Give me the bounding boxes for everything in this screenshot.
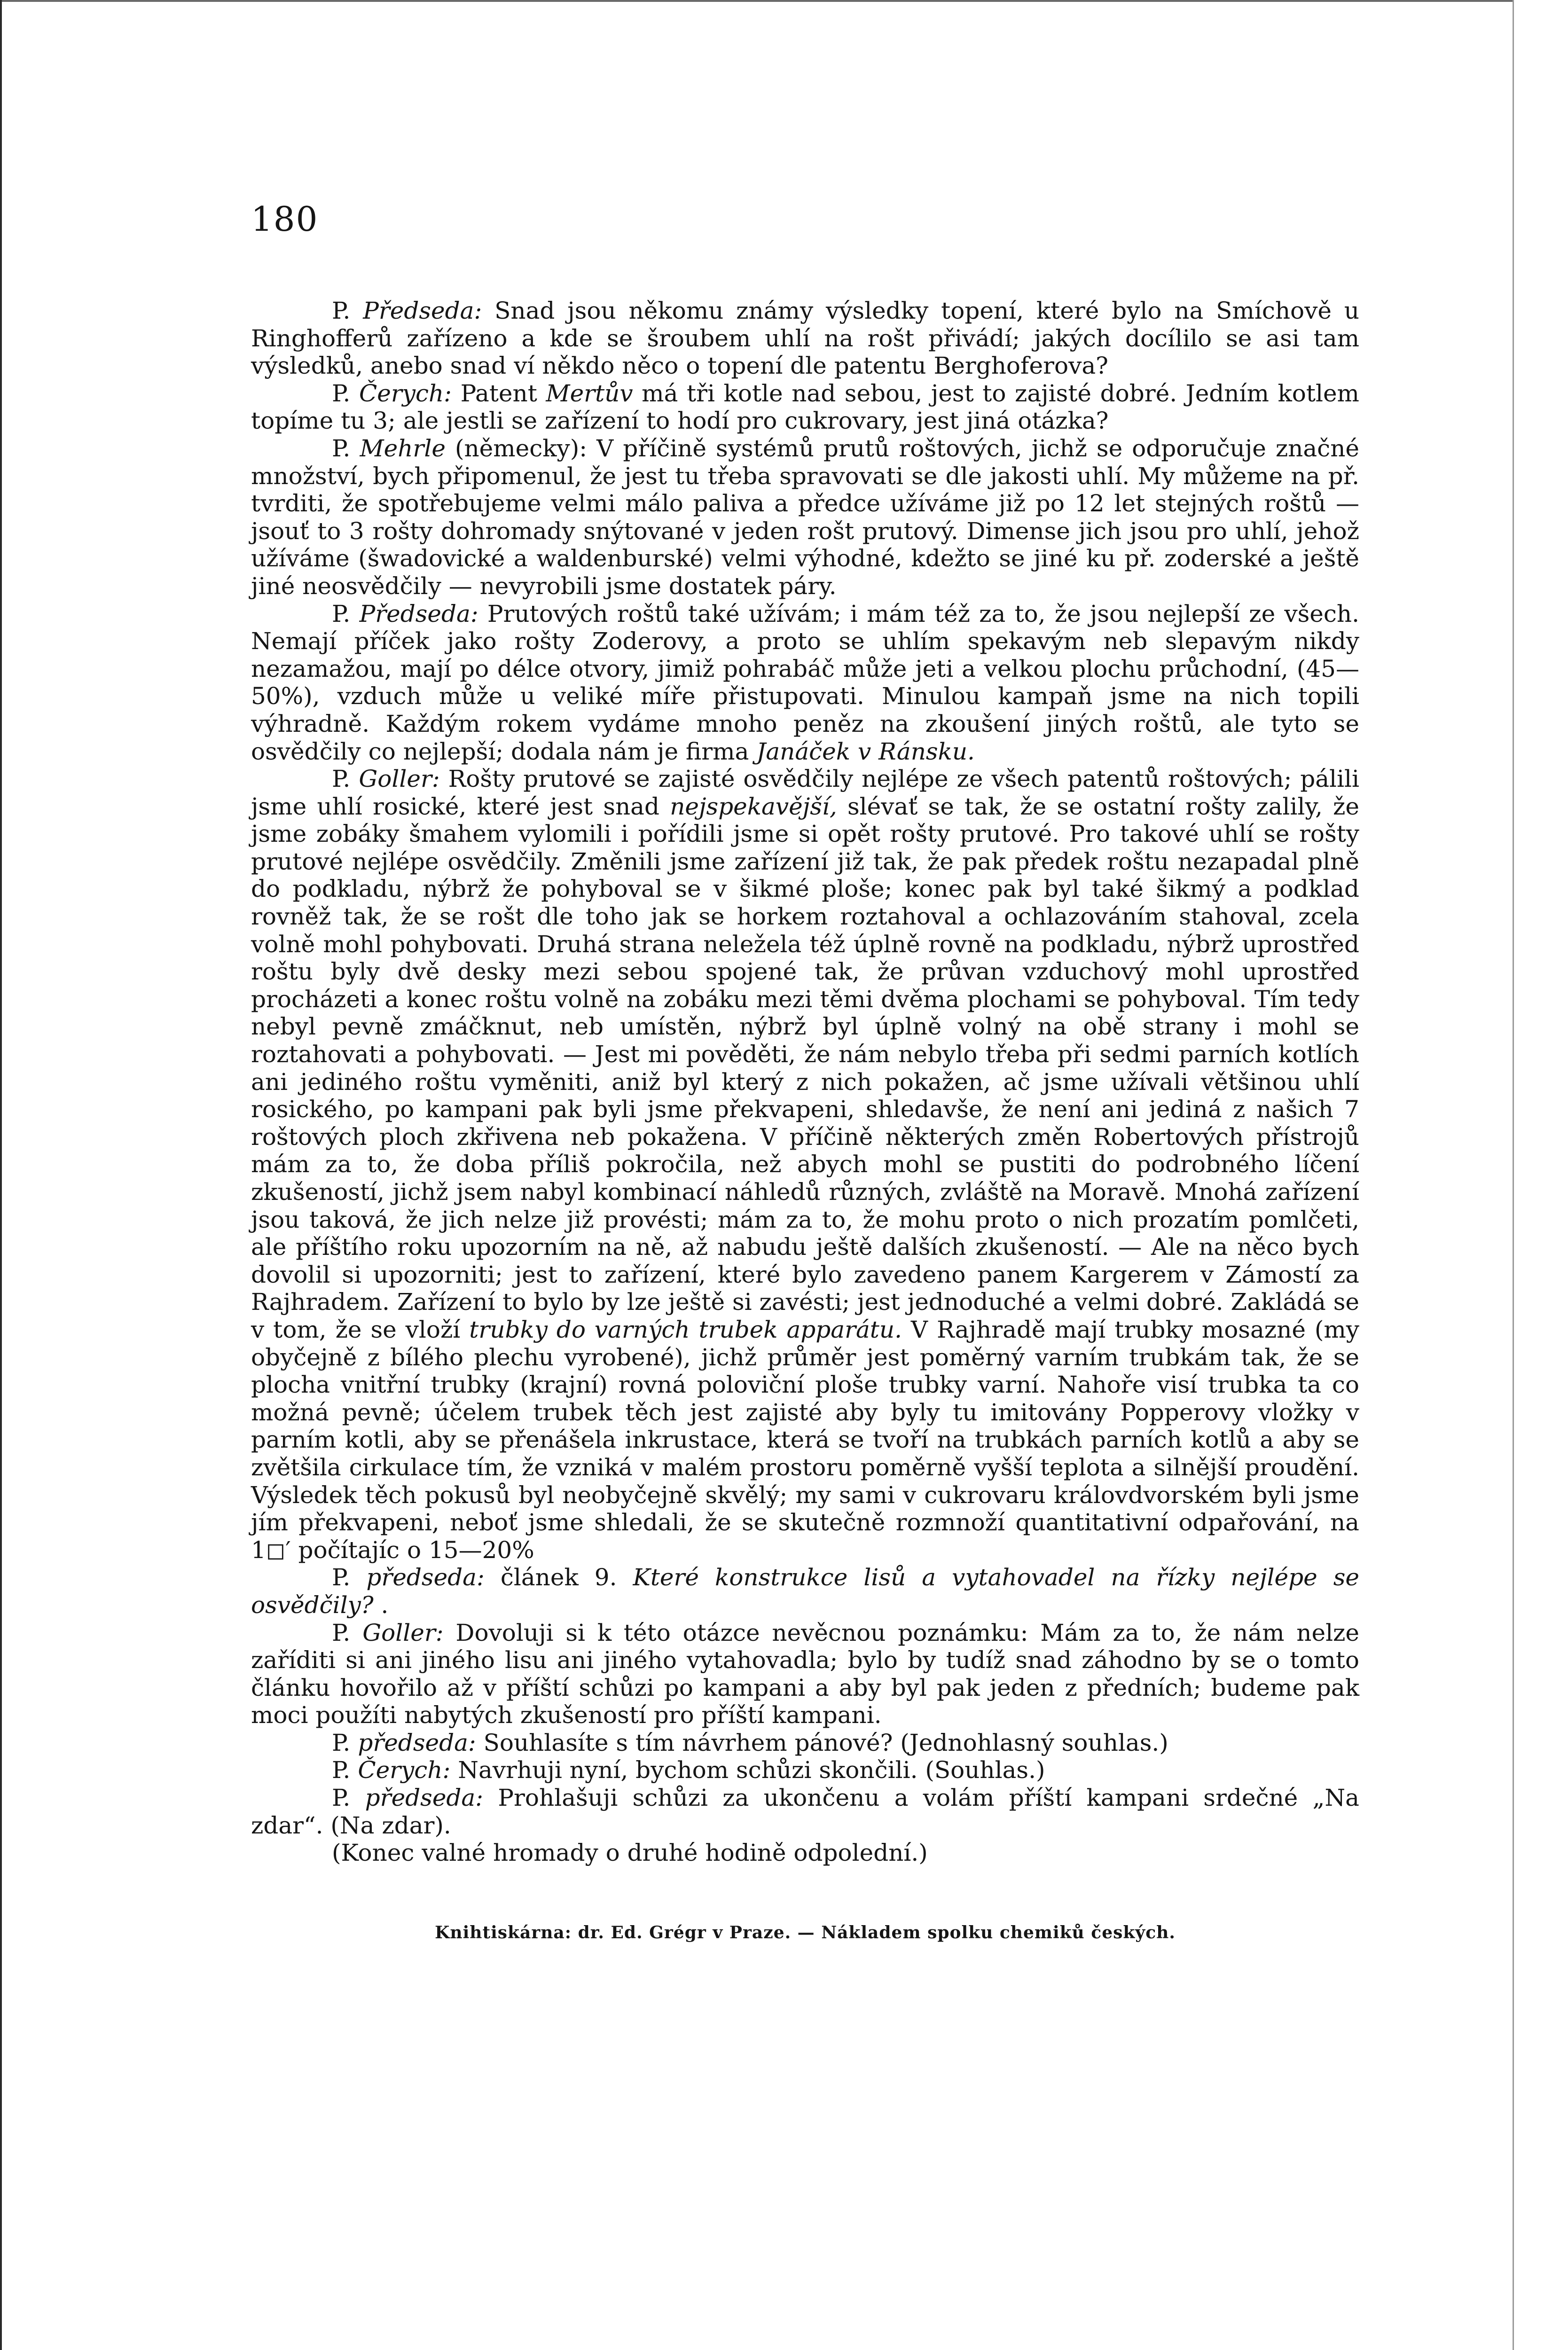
speaker-name: Předseda: bbox=[359, 600, 478, 627]
speech-paragraph bbox=[251, 1729, 1359, 1757]
printer-imprint: Knihtiskárna: dr. Ed. Grégr v Praze. — Nákladem spolku chemiků českých. bbox=[435, 1922, 1176, 1943]
speech-text: . bbox=[373, 1591, 389, 1619]
speaker-prefix: P. bbox=[332, 600, 351, 627]
scan-border-left bbox=[0, 0, 2, 2350]
speech-text: Navrhuji nyní, bychom schůzi skončili. (Souhlas.) bbox=[450, 1756, 1045, 1784]
speech-paragraph bbox=[251, 1756, 1359, 1784]
speech-text: Dovoluji si k této otázce nevěcnou poznámku: Mám za to, že nám nelze zaříditi si ani jiného lisu ani jiného vytahovadla; bylo by tudíž snad záhodno by se o tomto článku hovořilo až v příští schůzi po kampani a aby byl pak jeden z předních; budeme pak moci použíti nabytých zkušeností pro příští kampani. bbox=[251, 1619, 1359, 1729]
emphasized-text: trubky do varných trubek apparátu. bbox=[469, 1316, 902, 1343]
speaker-prefix: P. bbox=[332, 379, 351, 407]
speech-text: Patent bbox=[452, 379, 546, 407]
page-number: 180 bbox=[251, 199, 319, 239]
speech-paragraph bbox=[251, 1784, 1359, 1839]
speech-text: Prohlašuji schůzi za ukončenu a volám příští kampani srdečné „Na zdar“. (Na zdar). bbox=[251, 1784, 1359, 1839]
speech-paragraph bbox=[251, 1564, 1359, 1619]
speaker-name: Mehrle bbox=[360, 434, 446, 462]
speaker-name: předseda: bbox=[365, 1784, 484, 1812]
speaker-name: Předseda: bbox=[363, 297, 482, 324]
speaker-prefix: P. bbox=[332, 765, 351, 793]
speech-text: Prutových roštů také užívám; i mám též za to, že jsou nejlepší ze všech. Nemají příček jako rošty Zoderovy, a proto se uhlím spekavým neb slepavým nikdy nezamažou, mají po délce otvory, jimiž pohrabáč může jeti a velkou plochu průchodní, (45—50%), vzduch může u veliké míře přistupovati. Minulou kampaň jsme na nich topili výhradně. Každým rokem vydáme mnoho peněz na zkoušení jiných roštů, ale tyto se osvědčily co nejlepší; dodala nám je firma bbox=[251, 600, 1359, 765]
closing-note: (Konec valné hromady o druhé hodině odpolední.) bbox=[332, 1839, 928, 1867]
speaker-prefix: P. bbox=[332, 1729, 351, 1756]
speaker-name: předseda: bbox=[358, 1729, 476, 1756]
document-page bbox=[251, 199, 1359, 1943]
spacer bbox=[251, 1867, 1359, 1923]
speech-text: má tři kotle nad sebou, jest to zajisté dobré. Jedním kotlem topíme tu 3; ale jestli se zařízení to hodí pro cukrovary, jest jiná otázka? bbox=[251, 379, 1359, 435]
speaker-prefix: P. bbox=[332, 1784, 351, 1812]
speech-text: V Rajhradě mají trubky mosazné (my obyčejně z bílého plechu vyrobené), jichž průměr jest poměrný varním trubkám tak, že se plocha vnitřní trubky (krajní) rovná poloviční ploše trubky varní. Nahoře visí trubka ta co možná pevně; účelem trubek těch jest zajisté aby byly tu imitovány Popperovy vložky v parním kotli, aby se přenášela inkrustace, která se tvoří na trubkách parních kotlů a aby se zvětšila cirkulace tím, že vzniká v malém prostoru poměrně vyšší teplota a silnější proudění. Výsledek těch pokusů byl neobyčejně skvělý; my sami v cukrovaru královdvorském byli jsme jím překvapeni, neboť jsme shledali, že se skutečně rozmnoží quantitativní odpařování, na 1◻′ počítajíc o 15—20% bbox=[251, 1316, 1359, 1564]
speech-paragraph bbox=[251, 1619, 1359, 1729]
speech-text: Rošty prutové se zajisté osvědčily nejlépe ze všech patentů roštových; pálili jsme uhlí rosické, které jest snad bbox=[251, 765, 1359, 820]
speaker-prefix: P. bbox=[332, 1756, 351, 1784]
minutes-body bbox=[251, 297, 1359, 1839]
speaker-prefix: P. bbox=[332, 434, 351, 462]
speech-paragraph bbox=[251, 435, 1359, 600]
speaker-name: Goller: bbox=[362, 1619, 444, 1646]
speech-paragraph bbox=[251, 765, 1359, 1564]
scan-border-top bbox=[0, 0, 1568, 2]
speech-text: článek 9. bbox=[484, 1564, 633, 1591]
scan-margin-right bbox=[1513, 0, 1568, 2350]
emphasized-text: Které konstrukce lisů a vytahovadel na řízky nejlépe se osvědčily? bbox=[251, 1564, 1359, 1619]
speech-text: Souhlasíte s tím návrhem pánové? (Jednohlasný souhlas.) bbox=[476, 1729, 1168, 1756]
speaker-prefix: P. bbox=[332, 297, 351, 324]
emphasized-text: Janáček v Ránsku. bbox=[756, 737, 975, 765]
speaker-name: předseda: bbox=[366, 1564, 485, 1591]
speaker-name: Čerych: bbox=[358, 1756, 451, 1784]
emphasized-text: nejspekavější, bbox=[670, 792, 837, 820]
speaker-prefix: P. bbox=[332, 1564, 351, 1591]
speech-text: slévať se tak, že se ostatní rošty zalily, že jsme zobáky šmahem vylomili i pořídili jsme si opět rošty prutové. Pro takové uhlí se rošty prutové nejlépe osvědčily. Změnili jsme zařízení již tak, že pak předek roštu nezapadal plně do podkladu, nýbrž že pohyboval se v šikmé ploše; konec pak byl také šikmý a podklad rovněž tak, že se rošt dle toho jak se horkem roztahoval a ochlazováním stahoval, zcela volně mohl pohybovati. Druhá strana neležela též úplně rovně na podkladu, nýbrž uprostřed roštu byly dvě desky mezi sebou spojené tak, že průvan vzduchový mohl uprostřed procházeti a konec roštu volně na zobáku mezi těmi dvěma plochami se pohyboval. Tím tedy nebyl pevně zmáčknut, neb umístěn, nýbrž byl úplně volný na obě strany i mohl se roztahovati a pohybovati. — Jest mi pověděti, že nám nebylo třeba při sedmi parních kotlích ani jediného roštu vyměniti, aniž byl který z nich pokažen, ač jsme užívali většinou uhlí rosického, po kampani pak byli jsme překvapeni, shledavše, že není ani jediná z našich 7 roštových ploch zkřivena neb pokažena. V příčině některých změn Robertových přístrojů mám za to, že doba příliš pokročila, než abych mohl se pustiti do podrobného líčení zkušeností, jichž jsem nabyl kombinací náhledů různých, zvláště na Moravě. Mnohá zařízení jsou taková, že jich nelze již provésti; mám za to, že mohu proto o nich prozatím pomlčeti, ale příštího roku upozorním na ně, až nabudu ještě dalších zkušeností. — Ale na něco bych dovolil si upozorniti; jest to zařízení, které bylo zavedeno panem Kargerem v Zámostí za Rajhradem. Zařízení to bylo by lze ještě si zavésti; jest jednoduché a velmi dobré. Zakládá se v tom, že se vloží bbox=[251, 792, 1359, 1343]
speaker-prefix: P. bbox=[332, 1619, 351, 1646]
speech-paragraph bbox=[251, 297, 1359, 380]
emphasized-text: Mertův bbox=[546, 379, 633, 407]
speech-text: Snad jsou někomu známy výsledky topení, které bylo na Smíchově u Ringhofferů zařízeno a kde se šroubem uhlí na rošt přivádí; jakých docílilo se asi tam výsledků, anebo snad ví někdo něco o topení dle patentu Berghoferova? bbox=[251, 297, 1359, 380]
speaker-name: Goller: bbox=[359, 765, 440, 793]
speaker-name: Čerych: bbox=[359, 379, 452, 407]
speech-text: (německy): V příčině systémů prutů roštových, jichž se odporučuje značné množství, bych připomenul, že jest tu třeba spravovati se dle jakosti uhlí. My můžeme na př. tvrditi, že spotřebujeme velmi málo paliva a předce užíváme již po 12 let stejných roštů — jsouť to 3 rošty dohromady snýtované v jeden rošt prutový. Dimense jich jsou pro uhlí, jehož užíváme (šwadovické a waldenburské) velmi výhodné, kdežto se jiné ku př. zoderské a ještě jiné neosvědčily — nevyrobili jsme dostatek páry. bbox=[251, 434, 1359, 600]
speech-paragraph bbox=[251, 380, 1359, 435]
speech-paragraph bbox=[251, 600, 1359, 766]
